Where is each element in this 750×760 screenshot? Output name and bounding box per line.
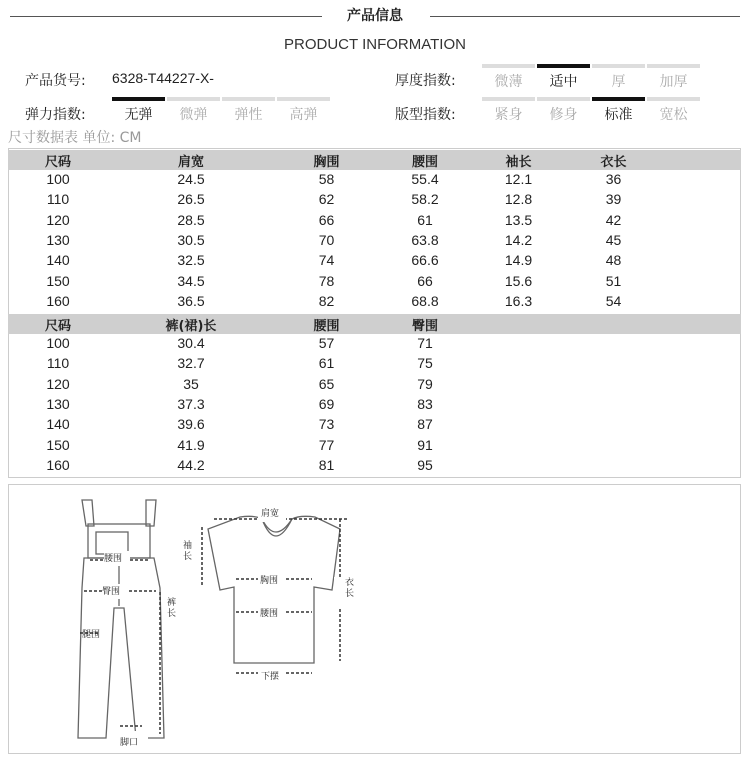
table-cell: 48 (605, 252, 622, 269)
table-cell: 77 (318, 436, 335, 453)
table-cell: 44.2 (177, 456, 205, 473)
table-row (8, 251, 741, 271)
table-cell: 66 (417, 272, 433, 289)
table-row (8, 272, 741, 292)
table-row (8, 436, 741, 456)
table-row (8, 170, 741, 190)
column-header: 袖长 (505, 155, 532, 170)
table-row (8, 190, 741, 210)
tshirt-chest-label: 胸围 (260, 576, 279, 586)
overalls-leg-opening-label: 脚口 (120, 738, 139, 748)
table-cell: 130 (46, 231, 70, 248)
table-cell: 66 (318, 211, 335, 228)
fit-label: 版型指数: (395, 107, 456, 123)
table-cell: 95 (417, 456, 433, 473)
elasticity-label: 弹力指数: (25, 107, 86, 123)
table-cell: 30.4 (177, 335, 205, 351)
table-cell: 32.5 (177, 252, 205, 269)
table-row (8, 292, 741, 312)
table-cell: 75 (417, 355, 433, 372)
table-row (8, 456, 741, 476)
size-chart-caption: 尺寸数据表 单位: CM (8, 130, 142, 146)
thickness-scale (482, 64, 702, 91)
table-row (8, 231, 741, 251)
table-cell: 28.5 (177, 211, 205, 228)
table-cell: 26.5 (177, 191, 205, 208)
table-cell: 54 (605, 292, 622, 309)
table-row (8, 415, 741, 435)
item-no-value: 6328-T44227-X- (112, 70, 214, 86)
table-cell: 78 (318, 272, 335, 289)
table-cell: 39.6 (177, 416, 205, 433)
table-cell: 14.2 (504, 231, 533, 248)
table-cell: 39 (605, 191, 622, 208)
table-row (8, 334, 741, 354)
table-cell: 34.5 (177, 272, 205, 289)
table-cell: 42 (605, 211, 622, 228)
table-cell: 81 (318, 456, 335, 473)
table-cell: 12.8 (504, 191, 533, 208)
table-cell: 87 (417, 416, 433, 433)
overalls-hip-label: 臀围 (102, 587, 121, 597)
column-header: 肩宽 (177, 155, 204, 170)
table-cell: 69 (318, 395, 335, 412)
table-cell: 37.3 (177, 395, 205, 412)
table-row (8, 395, 741, 415)
table-cell: 61 (318, 355, 335, 372)
column-header: 腰围 (411, 155, 438, 170)
fit-option: 宽松 (647, 97, 700, 124)
table-cell: 110 (46, 191, 70, 208)
table-cell: 100 (46, 171, 70, 187)
section-title: 产品信息 (347, 8, 403, 24)
fit-option: 标准 (592, 97, 645, 124)
table-cell: 57 (318, 335, 335, 351)
table-cell: 62 (318, 191, 335, 208)
table-cell: 100 (46, 335, 70, 351)
elasticity-option: 高弹 (277, 97, 330, 124)
table-cell: 14.9 (504, 252, 533, 269)
elasticity-option: 微弹 (167, 97, 220, 124)
table-cell: 79 (417, 375, 433, 392)
thickness-option: 加厚 (647, 64, 700, 91)
tshirt-length-label: 衣长 (345, 578, 355, 599)
tshirt-waist-label: 腰围 (260, 609, 279, 619)
table-cell: 120 (46, 375, 70, 392)
column-header: 臀围 (411, 319, 438, 334)
thickness-label: 厚度指数: (395, 73, 456, 89)
table-cell: 36.5 (177, 292, 205, 309)
table-cell: 58 (318, 171, 335, 187)
table-cell: 83 (417, 395, 433, 412)
item-no-label: 产品货号: (25, 73, 86, 89)
table-cell: 120 (46, 211, 70, 228)
column-header: 胸围 (313, 155, 340, 170)
column-header: 裤(裙)长 (165, 319, 217, 334)
fit-option: 修身 (537, 97, 590, 124)
thickness-option: 微薄 (482, 64, 535, 91)
table-cell: 61 (417, 211, 433, 228)
table-cell: 41.9 (177, 436, 205, 453)
table-cell: 150 (46, 436, 70, 453)
table-cell: 130 (46, 395, 70, 412)
top-table-header-row (8, 150, 741, 170)
table-row (8, 354, 741, 374)
table-cell: 110 (46, 355, 70, 372)
table-cell: 91 (417, 436, 433, 453)
table-cell: 45 (605, 231, 622, 248)
elasticity-option: 弹性 (222, 97, 275, 124)
table-cell: 160 (46, 292, 70, 309)
tshirt-shoulder-label: 肩宽 (261, 509, 280, 519)
overalls-length-label: 裤长 (167, 598, 177, 619)
table-cell: 70 (318, 231, 335, 248)
fit-option: 紧身 (482, 97, 535, 124)
table-row (8, 211, 741, 231)
table-cell: 12.1 (504, 171, 533, 187)
bottom-table-header-row (8, 314, 741, 334)
table-cell: 15.6 (504, 272, 533, 289)
table-cell: 140 (46, 252, 70, 269)
section-subtitle: PRODUCT INFORMATION (284, 36, 466, 53)
elasticity-scale (112, 97, 332, 124)
table-cell: 66.6 (411, 252, 439, 269)
elasticity-option: 无弹 (112, 97, 165, 124)
thickness-option: 适中 (537, 64, 590, 91)
table-cell: 74 (318, 252, 335, 269)
thickness-option: 厚 (592, 64, 645, 91)
tshirt-hem-label: 下摆 (261, 672, 280, 682)
table-cell: 55.4 (411, 171, 439, 187)
table-cell: 24.5 (177, 171, 205, 187)
table-cell: 32.7 (177, 355, 205, 372)
table-cell: 63.8 (411, 231, 439, 248)
overalls-waist-label: 腰围 (104, 554, 123, 564)
column-header: 尺码 (44, 319, 71, 334)
column-header: 腰围 (313, 319, 340, 334)
table-row (8, 375, 741, 395)
table-cell: 58.2 (411, 191, 439, 208)
table-cell: 71 (417, 335, 433, 351)
fit-scale (482, 97, 702, 124)
overalls-thigh-label: 腿围 (82, 630, 101, 640)
table-cell: 13.5 (504, 211, 533, 228)
table-cell: 82 (318, 292, 335, 309)
column-header: 衣长 (600, 155, 627, 170)
table-cell: 150 (46, 272, 70, 289)
table-cell: 65 (318, 375, 335, 392)
table-cell: 51 (605, 272, 622, 289)
table-cell: 160 (46, 456, 70, 473)
table-cell: 68.8 (411, 292, 439, 309)
table-cell: 73 (318, 416, 335, 433)
column-header: 尺码 (44, 155, 71, 170)
table-cell: 140 (46, 416, 70, 433)
table-cell: 35 (183, 375, 199, 392)
table-cell: 36 (605, 171, 622, 187)
table-cell: 16.3 (504, 292, 533, 309)
table-cell: 30.5 (177, 231, 205, 248)
tshirt-sleeve-label: 袖长 (183, 541, 193, 562)
